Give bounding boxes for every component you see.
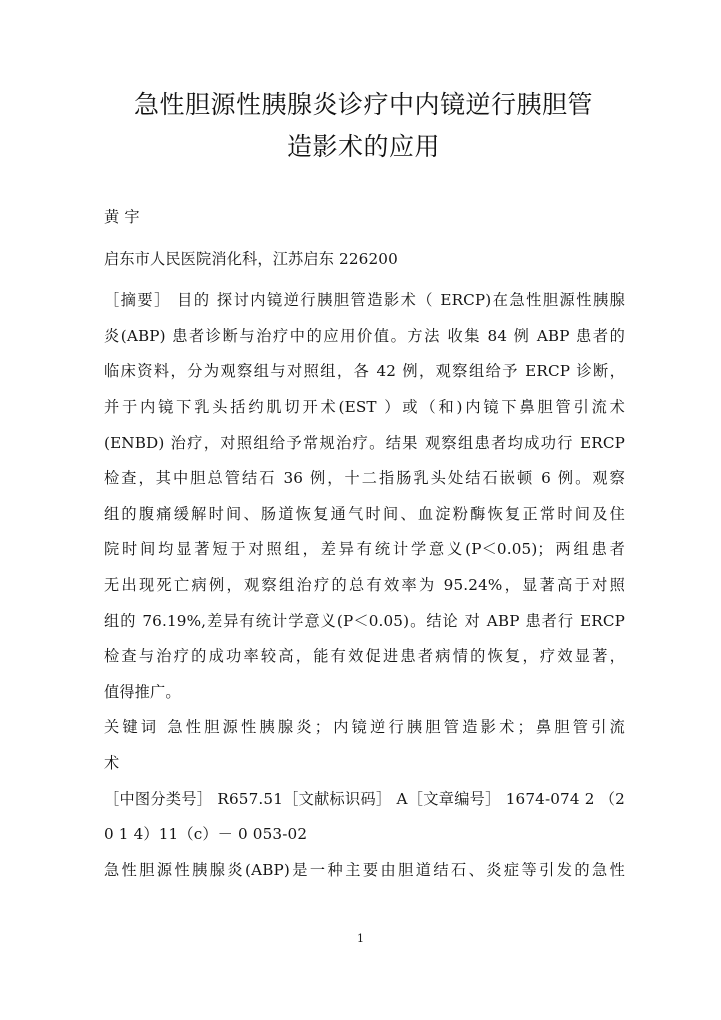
abstract-line: 院时间均显著短于对照组，差异有统计学意义(P＜0.05)；两组患者	[104, 540, 625, 559]
abstract-line: 组的腹痛缓解时间、肠道恢复通气时间、血淀粉酶恢复正常时间及住	[104, 504, 625, 523]
title-line-1: 急性胆源性胰腺炎诊疗中内镜逆行胰胆管	[133, 90, 593, 119]
document-body	[104, 200, 625, 888]
classification-line: 0 1 4）11（c）－ 0 053-02	[104, 825, 308, 844]
abstract-line: 并于内镜下乳头括约肌切开术(EST ）或（和)内镜下鼻胆管引流术	[104, 397, 625, 416]
title-line-2: 造影术的应用	[286, 132, 440, 161]
abstract-line: 无出现死亡病例，观察组治疗的总有效率为 95.24%，显著高于对照	[104, 575, 625, 594]
abstract-line: (ENBD) 治疗，对照组给予常规治疗。结果 观察组患者均成功行 ERCP	[104, 433, 625, 452]
keywords-line: 术	[104, 753, 120, 772]
abstract-line: 检查与治疗的成功率较高，能有效促进患者病情的恢复，疗效显著，	[104, 647, 625, 666]
page-number: 1	[357, 932, 364, 945]
abstract-line: 检查，其中胆总管结石 36 例，十二指肠乳头处结石嵌顿 6 例。观察	[104, 469, 625, 488]
abstract-line: 值得推广。	[104, 682, 181, 701]
affiliation: 启东市人民医院消化科，江苏启东 226200	[104, 249, 398, 268]
abstract-line: 组的 76.19%,差异有统计学意义(P＜0.05)。结论 对 ABP 患者行 ERCP	[104, 611, 625, 630]
classification-line: ［中图分类号］ R657.51［文献标识码］ A［文章编号］ 1674-074 2 （2	[104, 789, 625, 808]
author-name: 黄 宇	[104, 208, 140, 226]
body-paragraph-line: 急性胆源性胰腺炎(ABP)是一种主要由胆道结石、炎症等引发的急性	[104, 860, 625, 879]
abstract-line: 炎(ABP) 患者诊断与治疗中的应用价值。方法 收集 84 例 ABP 患者的	[104, 326, 625, 345]
abstract-line: ［摘要］ 目的 探讨内镜逆行胰胆管造影术（ ERCP)在急性胆源性胰腺	[104, 291, 625, 310]
abstract-line: 临床资料，分为观察组与对照组，各 42 例，观察组给予 ERCP 诊断，	[104, 362, 625, 381]
keywords-line: 关键词 急性胆源性胰腺炎；内镜逆行胰胆管造影术；鼻胆管引流	[104, 718, 625, 737]
page-title	[104, 84, 623, 168]
